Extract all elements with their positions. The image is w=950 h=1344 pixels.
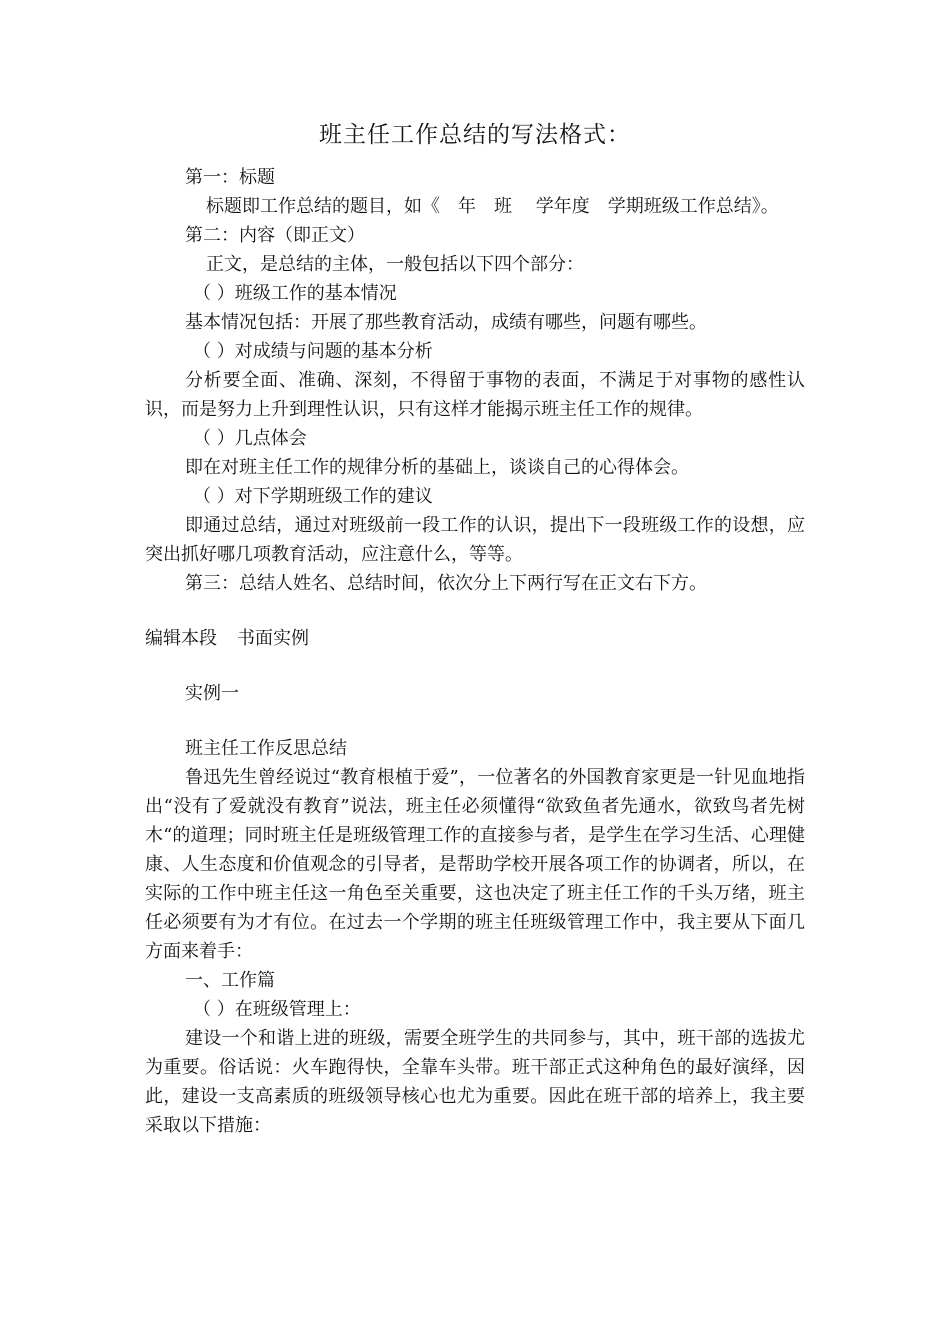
- class-management-heading: （ ）在班级管理上：: [193, 999, 361, 1020]
- edit-section-link[interactable]: 编辑本段: [145, 628, 217, 649]
- part-four-paragraph: 即通过总结，通过对班级前一段工作的认识，提出下一段班级工作的设想，应突出抓好哪几项教育活动，应注意什么，等等。: [145, 515, 805, 565]
- example-intro-paragraph: 鲁迅先生曾经说过“教育根植于爱”，一位著名的外国教育家更是一针见血地指出“没有了爱就没有教育”说法，班主任必须懂得“欲致鱼者先通水，欲致鸟者先树木“的道理；同时班主任是班级管理工作的直接参与者，是学生在学习生活、心理健康、人生态度和价值观念的引导者，是帮助学校开展各项工作的协调者，所以，在实际的工作中班主任这一角色至关重要，这也决定了班主任工作的千头万绪，班主任必须要有为才有位。在过去一个学期的班主任班级管理工作中，我主要从下面几方面来着手：: [145, 767, 805, 962]
- part-two-heading: （ ）对成绩与问题的基本分析: [193, 341, 433, 362]
- part-three-heading: （ ）几点体会: [193, 428, 307, 449]
- document-body: [145, 163, 805, 1140]
- class-management-paragraph: 建设一个和谐上进的班级，需要全班学生的共同参与，其中，班干部的选拔尤为重要。俗话说：火车跑得快，全靠车头带。班干部正式这种角色的最好演绎，因此，建设一支高素质的班级领导核心也尤为重要。因此在班干部的培养上，我主要采取以下措施：: [145, 1028, 805, 1136]
- example-label: 实例一: [185, 683, 239, 704]
- part-four-heading: （ ）对下学期班级工作的建议: [193, 486, 433, 507]
- part-two-paragraph: 分析要全面、准确、深刻，不得留于事物的表面，不满足于对事物的感性认识，而是努力上升到理性认识，只有这样才能揭示班主任工作的规律。: [145, 370, 805, 420]
- section-three-paragraph: 第三：总结人姓名、总结时间，依次分上下两行写在正文右下方。: [185, 573, 707, 594]
- section-two-heading: 第二：内容（即正文）: [185, 225, 365, 246]
- example-subtitle: 班主任工作反思总结: [185, 738, 347, 759]
- part-one-heading: （ ）班级工作的基本情况: [193, 283, 397, 304]
- content-intro-paragraph: 正文，是总结的主体，一般包括以下四个部分：: [206, 254, 584, 275]
- section-heading-row: [145, 624, 805, 653]
- part-three-paragraph: 即在对班主任工作的规律分析的基础上，谈谈自己的心得体会。: [185, 457, 689, 478]
- document-title: 班主任工作总结的写法格式：: [319, 122, 631, 148]
- title-description-paragraph: 标题即工作总结的题目，如《 年 班 学年度 学期班级工作总结》。: [206, 196, 779, 217]
- part-one-paragraph: 基本情况包括：开展了那些教育活动，成绩有哪些，问题有哪些。: [185, 312, 707, 333]
- work-section-heading: 一、工作篇: [185, 970, 275, 991]
- section-one-heading: 第一：标题: [185, 167, 275, 188]
- section-heading: 书面实例: [237, 628, 309, 649]
